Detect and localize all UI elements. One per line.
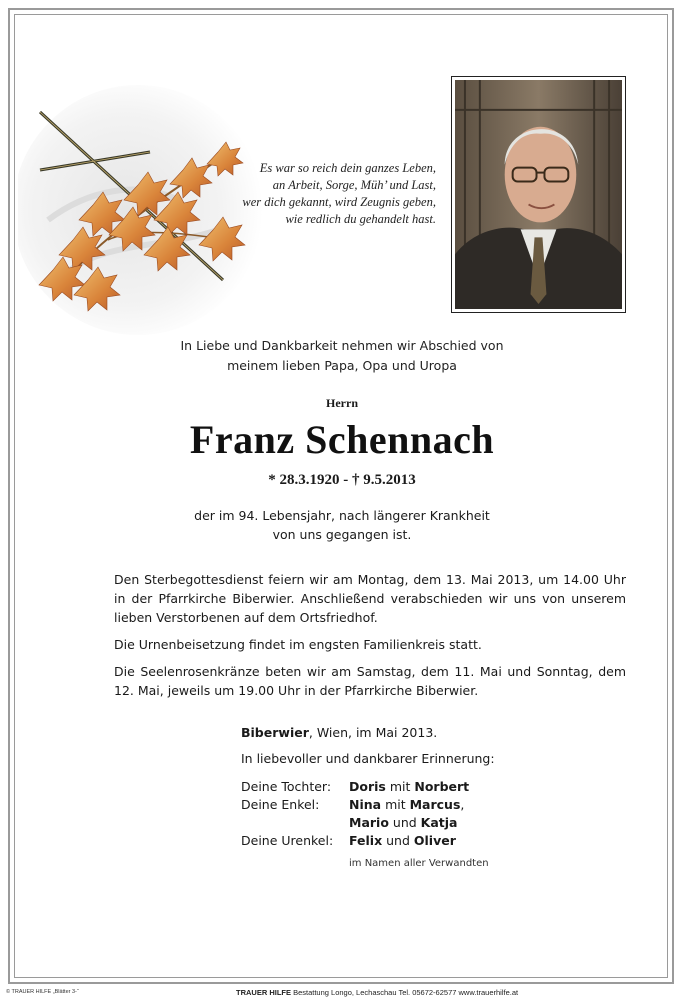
spacer [241, 814, 349, 832]
grandchild-partner-name: Marcus [409, 797, 461, 812]
publisher-details: Bestattung Longo, Lechaschau Tel. 05672-62577 www.trauerhilfe.at [291, 988, 519, 997]
intro-line: meinem lieben Papa, Opa und Uropa [227, 358, 457, 373]
connector: und [382, 833, 414, 848]
salutation: Herrn [326, 396, 358, 410]
poem-line: wie redlich du gehandelt hast. [285, 212, 436, 226]
urn-paragraph: Die Urnenbeisetzung findet im engsten Familienkreis statt. [114, 637, 482, 652]
grandchildren-label: Deine Enkel: [241, 797, 320, 812]
poem-line: wer dich gekannt, wird Zeugnis geben, [242, 195, 436, 209]
great-grandchild-name: Felix [349, 833, 383, 848]
intro-text [0, 336, 684, 376]
death-note [0, 506, 684, 544]
poem [240, 160, 436, 228]
deceased-name: Franz Schennach [189, 417, 495, 462]
great-grandchildren-label: Deine Urenkel: [241, 833, 334, 848]
death-note-line: von uns gegangen ist. [272, 527, 412, 542]
publisher-brand: TRAUER HILFE [236, 988, 291, 997]
place-bold: Biberwier [241, 725, 309, 740]
connector: mit [385, 779, 415, 794]
cross-leaves-decoration-icon [18, 80, 268, 340]
daughter-label: Deine Tochter: [241, 779, 332, 794]
family-grandchildren-row: Deine Enkel: Nina mit Marcus, [241, 797, 465, 812]
publisher-footer [236, 988, 518, 997]
great-grandchild-name: Oliver [413, 833, 456, 848]
all-relatives-note: im Namen aller Verwandten [349, 858, 489, 869]
copyright-footer: © TRAUER HILFE „Blätter 3-“ [6, 989, 79, 995]
connector: mit [381, 797, 410, 812]
intro-line: In Liebe und Dankbarkeit nehmen wir Abschied von [180, 338, 504, 353]
funeral-paragraph: Den Sterbegottesdienst feiern wir am Montag, dem 13. Mai 2013, um 14.00 Uhr in der Pfarrkirche Biberwier. Anschließend verabschieden wir uns von unserem lieben Verstorbenen auf dem Ortsfriedhof. [114, 572, 626, 625]
family-daughter-row [241, 778, 601, 796]
rosary-paragraph: Die Seelenrosenkränze beten wir am Samstag, dem 11. Mai und Sonntag, dem 12. Mai, jeweils um 19.00 Uhr in der Pfarrkirche Biberwier. [114, 664, 626, 698]
daughter-name: Doris [349, 779, 386, 794]
grandchild-partner-name: Katja [420, 815, 458, 830]
portrait-photo [451, 76, 626, 313]
family-great-grandchildren-row [241, 832, 601, 850]
death-note-line: der im 94. Lebensjahr, nach längerer Krankheit [194, 508, 490, 523]
portrait-icon [455, 80, 622, 309]
life-dates: * 28.3.1920 - † 9.5.2013 [268, 472, 416, 488]
poem-line: an Arbeit, Sorge, Müh’ und Last, [272, 178, 436, 192]
funeral-details [114, 570, 626, 708]
memory-line: In liebevoller und dankbarer Erinnerung: [241, 751, 495, 766]
connector: und [388, 815, 421, 830]
signature-block [241, 724, 601, 850]
place-date [241, 724, 601, 742]
place-rest: , Wien, im Mai 2013. [308, 725, 438, 740]
daughter-partner-name: Norbert [414, 779, 470, 794]
family-grandchildren-row-2 [241, 814, 601, 832]
grandchild-name: Mario [349, 815, 389, 830]
poem-line: Es war so reich dein ganzes Leben, [259, 161, 436, 175]
grandchild-name: Nina [349, 797, 382, 812]
